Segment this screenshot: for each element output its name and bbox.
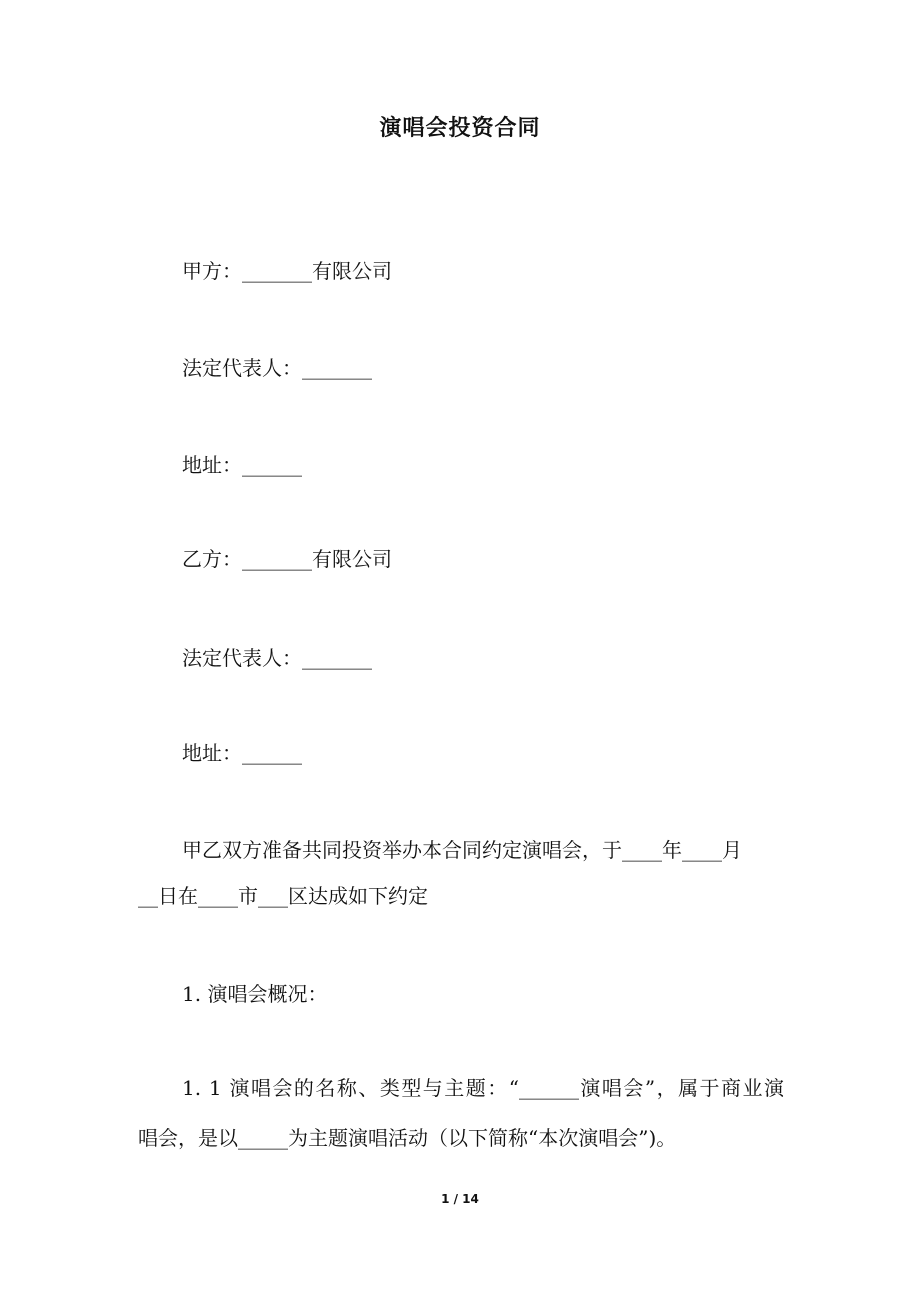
clause-1-1-line-1: 1. 1 演唱会的名称、类型与主题：“______演唱会”，属于商业演 bbox=[182, 1076, 784, 1100]
intro-paragraph-line-2: __日在____市___区达成如下约定 bbox=[138, 884, 428, 908]
party-b-line: 乙方：_______有限公司 bbox=[182, 547, 392, 571]
party-a-address-line: 地址：______ bbox=[182, 453, 302, 477]
clause-1-1-line-2: 唱会，是以_____为主题演唱活动（以下简称“本次演唱会”)。 bbox=[138, 1126, 677, 1150]
party-b-address-line: 地址：______ bbox=[182, 741, 302, 765]
party-a-representative-line: 法定代表人：_______ bbox=[182, 356, 372, 380]
party-b-representative-line: 法定代表人：_______ bbox=[182, 646, 372, 670]
intro-paragraph-line-1: 甲乙双方准备共同投资举办本合同约定演唱会，于____年____月 bbox=[182, 838, 742, 862]
party-a-line: 甲方：_______有限公司 bbox=[182, 259, 392, 283]
document-title: 演唱会投资合同 bbox=[379, 116, 541, 141]
page-indicator: 1 / 14 bbox=[441, 1192, 479, 1206]
section-1-heading: 1. 演唱会概况： bbox=[182, 982, 328, 1006]
